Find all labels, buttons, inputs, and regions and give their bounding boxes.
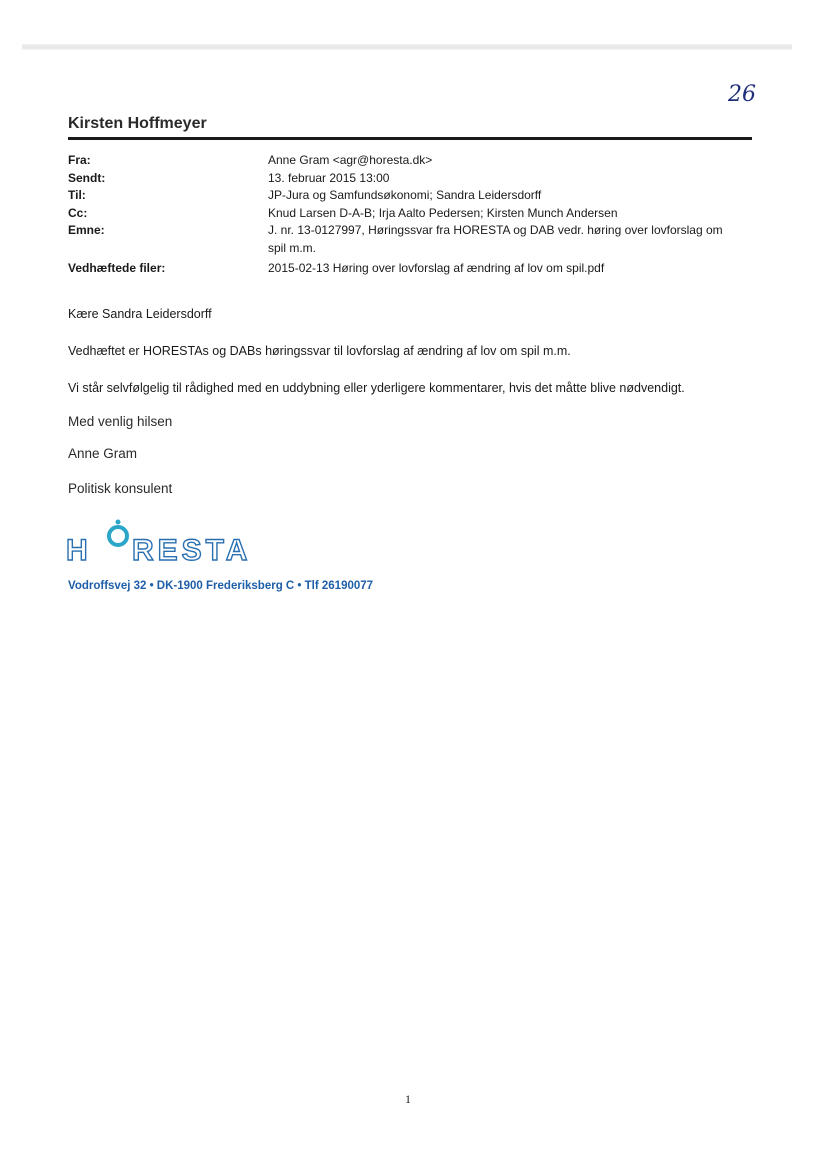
meta-row-cc (68, 205, 758, 223)
meta-label: Til: (68, 188, 86, 202)
meta-value: 13. februar 2015 13:00 (268, 170, 390, 185)
signature-name: Anne Gram (68, 446, 138, 461)
sender-name: Kirsten Hoffmeyer (68, 115, 207, 132)
page-number: 1 (405, 1092, 411, 1106)
scan-artifact (22, 44, 792, 50)
signature-closing: Med venlig hilsen (68, 414, 173, 429)
meta-row-subject (68, 222, 758, 257)
greeting: Kære Sandra Leidersdorff (68, 307, 212, 321)
horesta-logo (66, 510, 252, 570)
meta-row-from (68, 152, 758, 170)
meta-value: JP-Jura og Samfundsøkonomi; Sandra Leidersdorff (268, 188, 542, 202)
meta-row-attachments (68, 260, 758, 278)
meta-label: Fra: (68, 153, 91, 167)
body-paragraph: Vi står selvfølgelig til rådighed med en uddybning eller yderligere kommentarer, hvis det måtte blive nødvendigt. (68, 381, 685, 395)
meta-row-to (68, 187, 758, 205)
meta-value: J. nr. 13-0127997, Høringssvar fra HORESTA og DAB vedr. høring over lovforslag om spil m.m. (268, 223, 723, 255)
logo-wordmark: H (66, 534, 91, 567)
body-paragraph: Vedhæftet er HORESTAs og DABs høringssvar til lovforslag af ændring af lov om spil m.m. (68, 344, 571, 358)
logo-wordmark-rest: RESTA (132, 534, 252, 567)
handwritten-page-marker: 26 (728, 82, 756, 107)
meta-label: Vedhæftede filer: (68, 261, 166, 275)
meta-value: Anne Gram <agr@horesta.dk> (268, 153, 433, 167)
meta-value: 2015-02-13 Høring over lovforslag af ændring af lov om spil.pdf (268, 261, 605, 275)
logo-o-mark (109, 520, 127, 546)
meta-label: Emne: (68, 223, 105, 237)
meta-label: Cc: (68, 205, 88, 220)
header-rule (68, 137, 752, 140)
company-address: Vodroffsvej 32 • DK-1900 Frederiksberg C • Tlf 26190077 (68, 580, 374, 592)
meta-label: Sendt: (68, 170, 106, 185)
meta-row-sent (68, 170, 758, 188)
email-meta (68, 152, 758, 278)
meta-value: Knud Larsen D-A-B; Irja Aalto Pedersen; Kirsten Munch Andersen (268, 205, 618, 220)
signature-title: Politisk konsulent (68, 481, 173, 496)
